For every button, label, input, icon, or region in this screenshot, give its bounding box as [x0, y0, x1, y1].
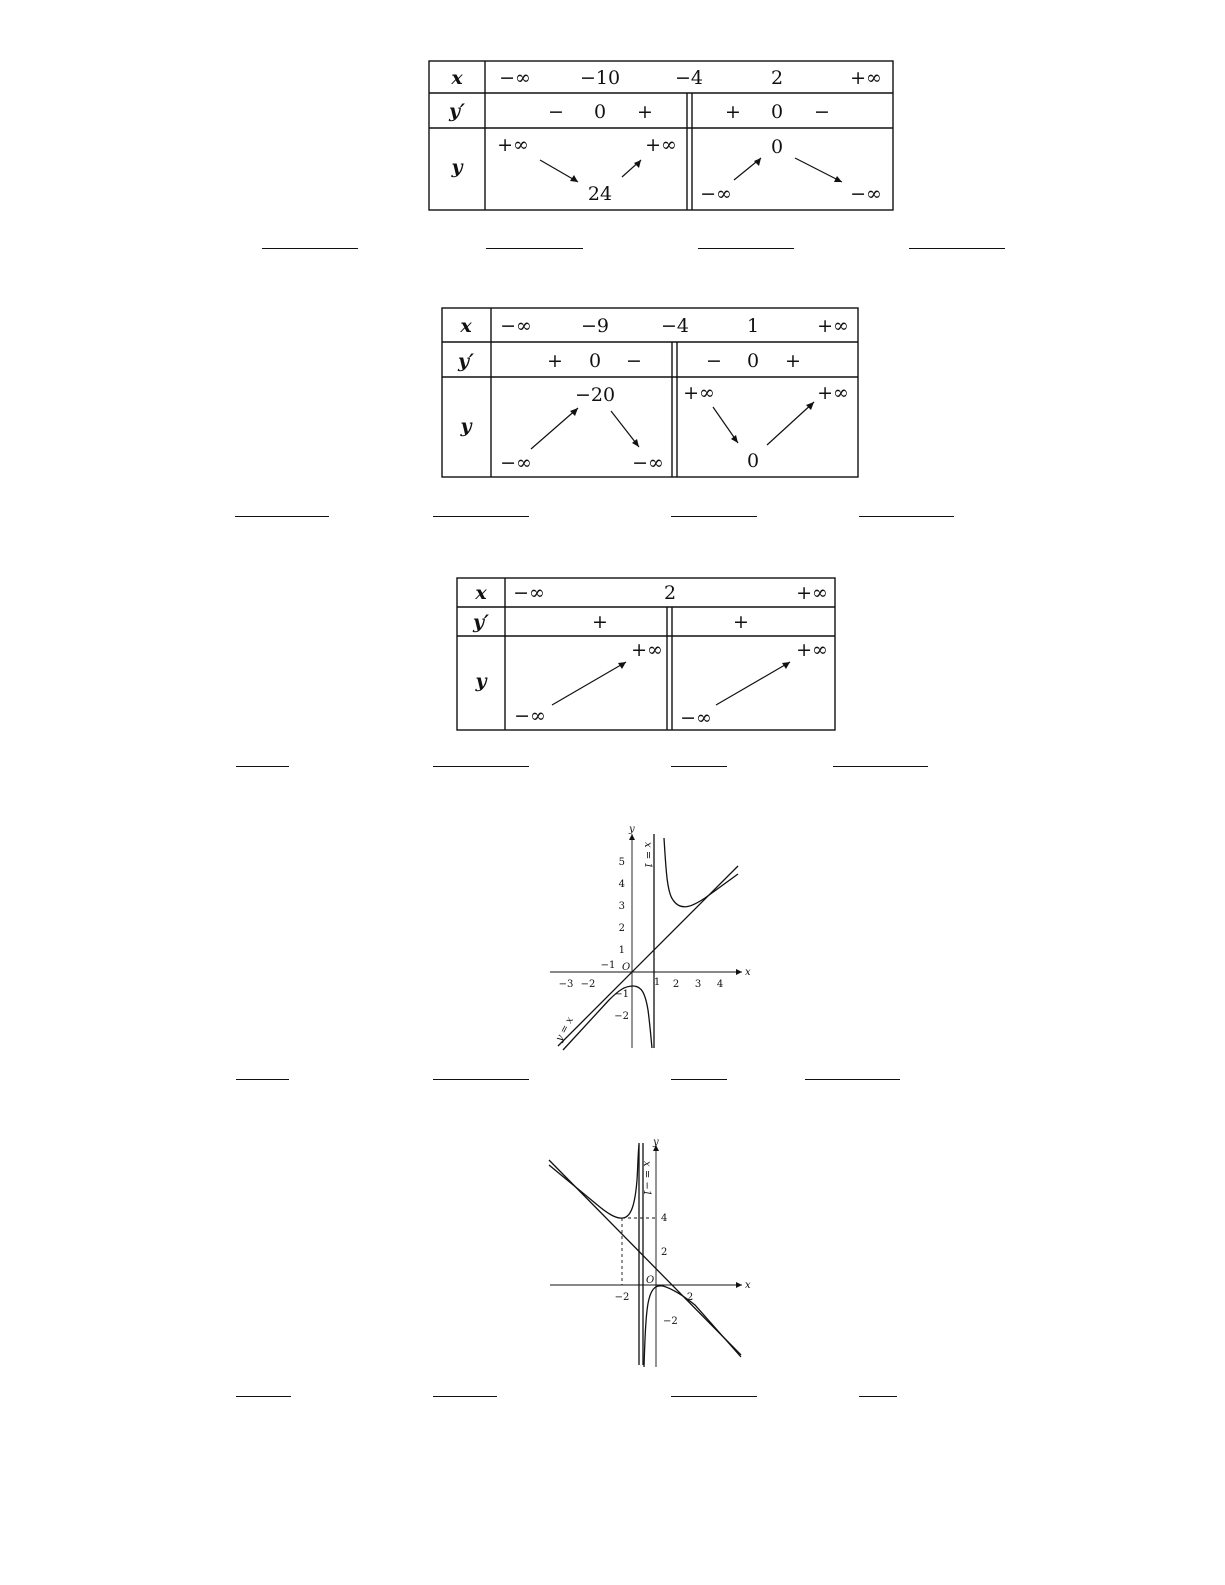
x-value: −∞: [500, 315, 532, 337]
vertical-asymptote-label: x = −1: [641, 1161, 652, 1197]
x-value: −4: [674, 67, 704, 89]
header-y-prime: y′: [457, 350, 475, 372]
y-tick: 1: [618, 945, 625, 956]
graph-2: [545, 1135, 760, 1370]
sign: −: [548, 101, 564, 123]
y-value: −∞: [500, 452, 532, 474]
sign: −: [706, 350, 722, 372]
answer-blank[interactable]: [859, 516, 954, 517]
x-tick: −2: [614, 1292, 630, 1303]
sign: 0: [588, 350, 602, 372]
arrow-increasing: [767, 402, 814, 445]
variation-table-3: [456, 577, 838, 733]
y-value: 24: [587, 183, 613, 205]
header-y: y: [460, 415, 472, 437]
variation-table-2: [441, 307, 861, 479]
x-tick: −3: [558, 979, 574, 990]
y-tick: −2: [614, 1011, 629, 1022]
y-value: −∞: [700, 183, 732, 205]
header-x: x: [451, 67, 463, 89]
y-tick: 3: [618, 901, 625, 912]
header-x: x: [475, 582, 487, 604]
y-tick: −1: [614, 989, 629, 1000]
arrow-increasing: [716, 662, 790, 705]
y-value: 0: [770, 136, 784, 158]
answer-blank[interactable]: [698, 248, 794, 249]
x-value: +∞: [850, 67, 882, 89]
answer-blank[interactable]: [671, 1396, 757, 1397]
arrow-increasing: [552, 662, 626, 705]
answer-blank[interactable]: [486, 248, 583, 249]
sign: 0: [593, 101, 607, 123]
y-value: +∞: [796, 639, 828, 661]
sign: +: [785, 350, 801, 372]
x-value: −9: [580, 315, 610, 337]
y-value: +∞: [497, 134, 529, 156]
answer-blank[interactable]: [433, 766, 529, 767]
sign: +: [547, 350, 563, 372]
arrow-increasing: [734, 158, 761, 180]
x-tick: −1: [600, 960, 616, 971]
y-tick: 5: [618, 857, 625, 868]
y-tick: 4: [618, 879, 625, 890]
y-value: +∞: [631, 639, 663, 661]
x-axis-arrow-icon: [736, 1282, 742, 1288]
oblique-asymptote-label: y = x: [553, 1015, 576, 1044]
x-tick: 3: [694, 979, 702, 990]
x-value: −10: [579, 67, 621, 89]
arrow-increasing: [531, 408, 578, 449]
answer-blank[interactable]: [833, 766, 928, 767]
x-value: +∞: [796, 582, 828, 604]
answer-blank[interactable]: [671, 766, 727, 767]
x-value: +∞: [817, 315, 849, 337]
sign: 0: [746, 350, 760, 372]
x-tick: 2: [686, 1292, 694, 1303]
answer-blank[interactable]: [909, 248, 1005, 249]
x-axis-arrow-icon: [736, 969, 742, 975]
arrow-decreasing: [713, 407, 738, 443]
x-tick: −2: [580, 979, 596, 990]
x-tick: 2: [672, 979, 680, 990]
y-axis-label: y: [653, 1137, 659, 1148]
x-value: −4: [660, 315, 690, 337]
sign: +: [592, 611, 608, 633]
arrow-decreasing: [540, 160, 578, 182]
x-tick: 4: [716, 979, 724, 990]
answer-blank[interactable]: [433, 1396, 497, 1397]
y-value: −∞: [850, 183, 882, 205]
x-value: −∞: [513, 582, 545, 604]
header-x: x: [460, 315, 472, 337]
header-y-prime: y′: [448, 100, 466, 122]
x-tick: 1: [653, 977, 661, 988]
graph-1: [545, 820, 760, 1052]
header-y: y: [475, 670, 487, 692]
y-tick: 4: [661, 1213, 668, 1224]
y-value: 0: [746, 450, 760, 472]
x-axis-label: x: [745, 1280, 751, 1291]
vertical-asymptote-label: x = 1: [642, 842, 653, 869]
y-value: −∞: [680, 707, 712, 729]
y-tick: −2: [663, 1316, 678, 1327]
answer-blank[interactable]: [262, 248, 358, 249]
y-value: +∞: [645, 134, 677, 156]
x-value: −∞: [499, 67, 531, 89]
sign: 0: [770, 101, 784, 123]
sign: −: [814, 101, 830, 123]
answer-blank[interactable]: [236, 1079, 289, 1080]
y-value: −20: [574, 384, 616, 406]
arrow-decreasing: [795, 158, 842, 182]
answer-blank[interactable]: [671, 516, 757, 517]
x-axis-label: x: [745, 967, 751, 978]
variation-table-1: [428, 60, 896, 212]
y-value: −∞: [514, 705, 546, 727]
sign: −: [626, 350, 642, 372]
origin-label: O: [622, 962, 631, 973]
x-value: 2: [770, 67, 784, 89]
answer-blank[interactable]: [235, 516, 329, 517]
y-value: +∞: [817, 382, 849, 404]
answer-blank[interactable]: [236, 766, 289, 767]
y-axis-label: y: [629, 824, 635, 835]
curve-right-branch: [664, 838, 738, 907]
sign: +: [637, 101, 653, 123]
y-value: +∞: [683, 382, 715, 404]
answer-blank[interactable]: [805, 1079, 900, 1080]
x-value: 1: [746, 315, 760, 337]
y-tick: 2: [618, 923, 625, 934]
y-tick: 2: [661, 1247, 668, 1258]
answer-blank[interactable]: [236, 1396, 291, 1397]
arrow-decreasing: [611, 411, 639, 447]
answer-blank[interactable]: [433, 1079, 529, 1080]
answer-blank[interactable]: [859, 1396, 897, 1397]
answer-blank[interactable]: [433, 516, 529, 517]
origin-label: O: [646, 1275, 655, 1286]
curve-left-branch: [549, 1145, 639, 1218]
x-value: 2: [663, 582, 677, 604]
header-y: y: [451, 156, 463, 178]
arrow-increasing: [622, 160, 641, 177]
sign: +: [733, 611, 749, 633]
y-value: −∞: [632, 452, 664, 474]
sign: +: [725, 101, 741, 123]
header-y-prime: y′: [472, 611, 490, 633]
answer-blank[interactable]: [671, 1079, 727, 1080]
